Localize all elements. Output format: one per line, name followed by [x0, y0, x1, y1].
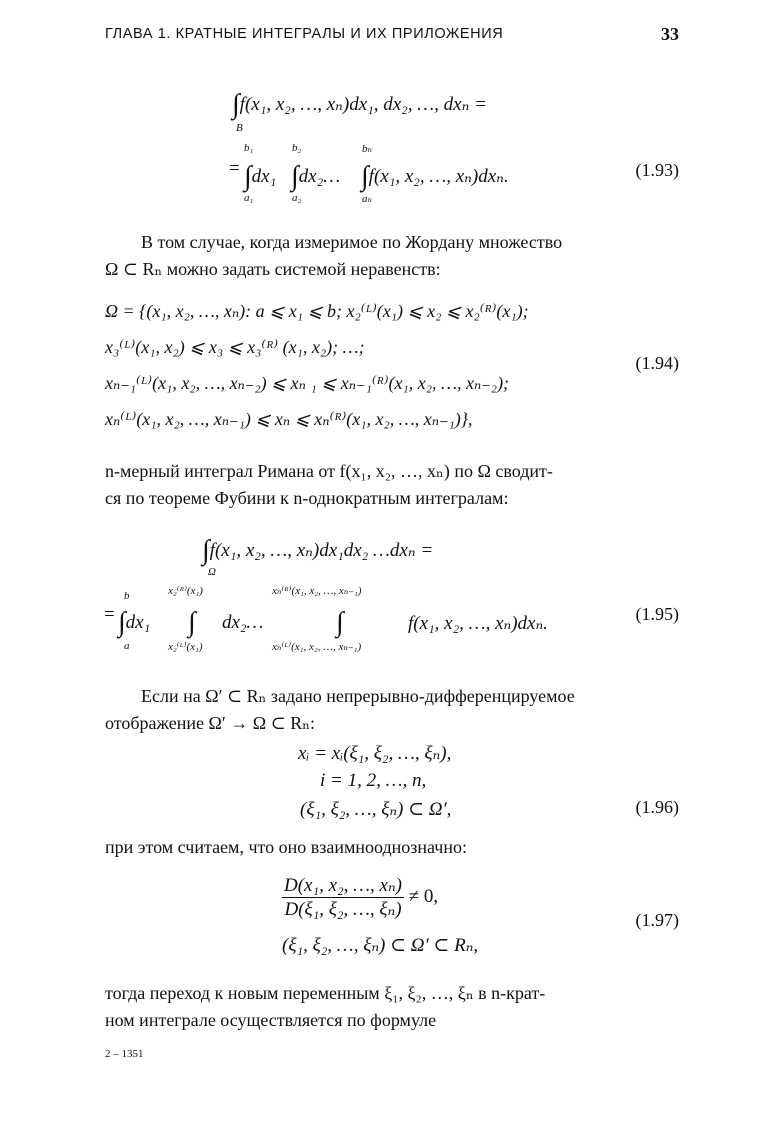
paragraph-line: тогда переход к новым переменным ξ₁, ξ₂, …, ξₙ в n-крат-: [105, 983, 546, 1003]
equation-line: i = 1, 2, …, n,: [320, 770, 427, 791]
lower-limit: x₂⁽ᴸ⁾(x₁): [168, 641, 203, 653]
equation-number: (1.93): [635, 160, 679, 180]
lower-limit: xₙ⁽ᴸ⁾(x₁, x₂, …, xₙ₋₁): [272, 641, 362, 653]
paragraph-line: отображение Ω′ → Ω ⊂ Rₙ:: [105, 713, 316, 733]
equation-line: x₃⁽ᴸ⁾(x₁, x₂) ⩽ x₃ ⩽ x₃⁽ᴿ⁾ (x₁, x₂); …;: [105, 337, 365, 357]
upper-limit: b₂: [292, 142, 302, 154]
paragraph: [105, 229, 681, 283]
equation-number: (1.94): [635, 353, 679, 373]
relation: ≠ 0,: [408, 885, 439, 907]
upper-limit: b: [124, 590, 130, 602]
equation-line: f(x₁, x₂, …, xₙ)dx₁dx₂ …dxₙ =: [209, 540, 434, 561]
jacobian-fraction: [282, 874, 404, 921]
equation-number: (1.95): [635, 604, 679, 624]
equation-line: xₙ⁽ᴸ⁾(x₁, x₂, …, xₙ₋₁) ⩽ xₙ ⩽ xₙ⁽ᴿ⁾(x₁, x₂, …, xₙ₋₁)},: [105, 409, 473, 429]
upper-limit: b₁: [244, 142, 254, 154]
equals-sign: =: [104, 604, 115, 625]
lower-limit: a₂: [292, 192, 302, 204]
lower-limit: aₙ: [362, 193, 372, 205]
equation-part: f(x₁, x₂, …, xₙ)dxₙ.: [408, 613, 548, 634]
paragraph: [105, 458, 681, 512]
equation-part: f(x₁, x₂, …, xₙ)dxₙ.: [368, 166, 509, 187]
lower-limit: a: [124, 640, 130, 652]
upper-limit: x₂⁽ᴿ⁾(x₁): [168, 585, 203, 597]
paragraph-line: при этом считаем, что оно взаимнооднозначно:: [105, 837, 467, 857]
lower-limit: a₁: [244, 192, 254, 204]
paragraph-line: Если на Ω′ ⊂ Rₙ задано непрерывно-дифференцируемое: [141, 686, 575, 706]
equation-1-93: ∫f(x₁, x₂, …, xₙ)dx₁, dx₂, …, dxₙ = B = b₁ ∫dx₁ a₁ b₂ ∫dx₂… a₂ bₙ ∫f(x₁, x₂, …, xₙ)dxₙ. aₙ (1.93): [229, 89, 679, 205]
paragraph-line: В том случае, когда измеримое по Жордану множество: [141, 232, 563, 252]
fraction-denominator: D(ξ₁, ξ₂, …, ξₙ): [284, 899, 402, 920]
equals-sign: =: [229, 158, 240, 179]
running-header: ГЛАВА 1. КРАТНЫЕ ИНТЕГРАЛЫ И ИХ ПРИЛОЖЕНИЯ: [105, 26, 504, 42]
integral-sign: ∫: [232, 89, 240, 120]
equation-line: (ξ₁, ξ₂, …, ξₙ) ⊂ Ω′,: [300, 799, 452, 820]
paragraph-line: n-мерный интеграл Римана от f(x₁, x₂, …, xₙ) по Ω сводит-: [105, 461, 553, 481]
equation-line: xᵢ = xᵢ(ξ₁, ξ₂, …, ξₙ),: [298, 743, 452, 764]
paragraph: [105, 980, 681, 1034]
printer-signature: 2 – 1351: [105, 1048, 144, 1060]
equation-line: (ξ₁, ξ₂, …, ξₙ) ⊂ Ω′ ⊂ Rₙ,: [282, 935, 479, 956]
page-number: 33: [661, 24, 679, 44]
equation-line: Ω = {(x₁, x₂, …, xₙ): a ⩽ x₁ ⩽ b; x₂⁽ᴸ⁾(x₁) ⩽ x₂ ⩽ x₂⁽ᴿ⁾(x₁);: [105, 301, 529, 321]
equation-part: dx₁: [251, 166, 277, 187]
paragraph: [105, 683, 681, 737]
book-page: ГЛАВА 1. КРАТНЫЕ ИНТЕГРАЛЫ И ИХ ПРИЛОЖЕНИЯ 33 ∫f(x₁, x₂, …, xₙ)dx₁, dx₂, …, dxₙ = B = b₁ ∫dx₁ a₁ b₂ ∫dx₂… a₂ bₙ ∫f(x₁, x₂, …, xₙ)dxₙ. aₙ (1.93) В том случае, когда измеримое по Жордану множество Ω ⊂ Rₙ можно задать системой неравенств: Ω = {(x₁, x₂, …, xₙ): a ⩽ x₁ ⩽ b; x₂⁽ᴸ⁾(x₁) ⩽ x₂ ⩽ x₂⁽ᴿ⁾(x₁); x₃⁽ᴸ⁾(x₁, x₂) ⩽ x₃ ⩽ x₃⁽ᴿ⁾ (x₁, x₂); …; xₙ₋₁⁽ᴸ⁾(x₁, x₂, …, xₙ₋₂) ⩽ xₙ ₁ ⩽ xₙ₋₁⁽ᴿ⁾(x₁, x₂, …, xₙ₋₂); xₙ⁽ᴸ⁾(x₁, x₂, …, xₙ₋₁) ⩽ xₙ ⩽ xₙ⁽ᴿ⁾(x₁, x₂, …, xₙ₋₁)}, (1.94) n-мерный интеграл Римана от f(x₁, x₂, …, xₙ) по Ω сводит- ся по теореме Фубини к n-однократным интегралам: ∫f(x₁, x₂, …, xₙ)dx₁dx₂ …dxₙ = Ω = b ∫dx₁ a x₂⁽ᴿ⁾(x₁) ∫ dx₂… x₂⁽ᴸ⁾(x₁) xₙ⁽ᴿ⁾(x₁, x₂, …, xₙ₋₁) ∫ f(x₁, x₂, …, xₙ)dxₙ. xₙ⁽ᴸ⁾(x₁, x₂, …, xₙ₋₁) (1.95) Если на Ω′ ⊂ Rₙ задано непрерывно-дифференцируемое отображение Ω′ → Ω ⊂ Rₙ: xᵢ = xᵢ(ξ₁, ξ₂, …, ξₙ), i = 1, 2, …, n, (ξ₁, ξ₂, …, ξₙ) ⊂ Ω′, (1.96) при этом считаем, что оно взаимнооднозначно: $\frac{\text{D(x₁, x₂, …, xₙ)}}{\text{D(ξ₁, ξ₂, …, ξₙ)}}$ ≠ 0, (ξ₁, ξ₂, …, ξₙ) ⊂ Ω′ ⊂ Rₙ, (1.97) тогда переход к новым переменным ξ₁, ξ₂, …, ξₙ в n-крат- ном интеграле осуществляется по формуле 2 – 1351: [0, 0, 783, 1131]
upper-limit: bₙ: [362, 143, 372, 155]
paragraph: [105, 834, 681, 861]
equation-part: dx₂…: [298, 166, 341, 187]
equation-number: (1.96): [635, 797, 679, 817]
equation-part: dx₂…: [222, 612, 264, 633]
integration-region: Ω: [208, 566, 216, 578]
paragraph-line: Ω ⊂ Rₙ можно задать системой неравенств:: [105, 259, 441, 279]
paragraph-line: ся по теореме Фубини к n-однократным интегралам:: [105, 488, 509, 508]
equation-line: xₙ₋₁⁽ᴸ⁾(x₁, x₂, …, xₙ₋₂) ⩽ xₙ ₁ ⩽ xₙ₋₁⁽ᴿ⁾(x₁, x₂, …, xₙ₋₂);: [105, 373, 510, 393]
upper-limit: xₙ⁽ᴿ⁾(x₁, x₂, …, xₙ₋₁): [272, 585, 362, 597]
equation-part: dx₁: [125, 612, 151, 633]
fraction-numerator: D(x₁, x₂, …, xₙ): [284, 875, 402, 896]
equation-line: f(x₁, x₂, …, xₙ)dx₁, dx₂, …, dxₙ =: [239, 94, 487, 115]
paragraph-line: ном интеграле осуществляется по формуле: [105, 1010, 437, 1030]
integration-region: B: [236, 122, 243, 134]
equation-number: (1.97): [635, 910, 679, 930]
